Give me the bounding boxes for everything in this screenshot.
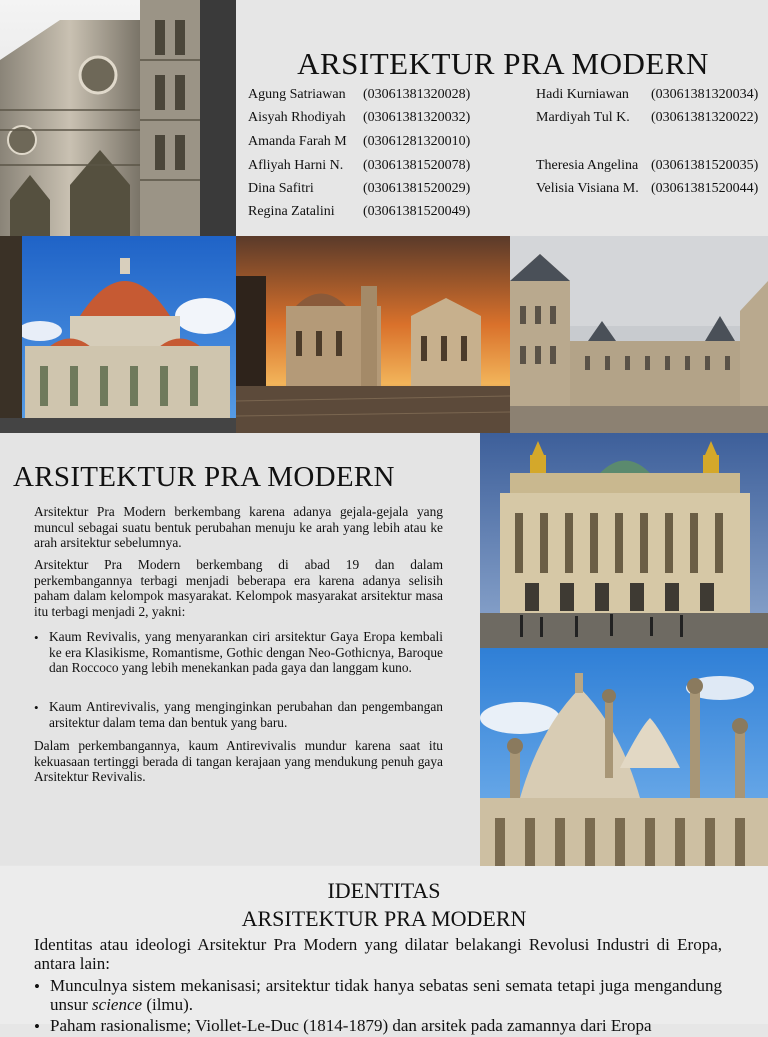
- section-heading: IDENTITAS: [327, 878, 441, 903]
- section-subheading: ARSITEKTUR PRA MODERN: [241, 906, 527, 931]
- member-id: (03061381520035): [651, 158, 759, 173]
- member-name: Hadi Kurniawan: [536, 87, 629, 102]
- paragraph: Identitas atau ideologi Arsitektur Pra Modern yang dilatar belakangi Revolusi Industri di Eropa, antara lain:: [34, 935, 722, 973]
- member-name: Amanda Farah M: [248, 134, 347, 149]
- member-id: (03061381320034): [651, 87, 759, 102]
- member-id: (03061381320032): [363, 110, 471, 125]
- member-name: Regina Zatalini: [248, 204, 335, 219]
- bullet-marker: •: [34, 977, 40, 996]
- member-name: Afliyah Harni N.: [248, 158, 344, 173]
- member-id: (03061381520049): [363, 204, 471, 219]
- text-panel: [0, 433, 480, 865]
- cathedral-facade-photo: [0, 0, 236, 236]
- member-id: (03061381520078): [363, 158, 471, 173]
- bullet-text-italic: science: [92, 994, 143, 1014]
- bullet-item: Paham rasionalisme; Viollet-Le-Duc (1814-1879) dan arsitek pada zamannya dari Eropa: [50, 1016, 652, 1035]
- royal-pavilion-photo: [480, 648, 768, 866]
- member-id: (03061281320010): [363, 134, 471, 149]
- member-name: Theresia Angelina: [536, 158, 639, 173]
- member-id: (03061381320022): [651, 110, 759, 125]
- member-name: Velisia Visiana M.: [536, 181, 639, 196]
- bullet-text: (ilmu).: [142, 994, 194, 1014]
- opera-house-photo: [480, 433, 768, 648]
- member-name: Dina Safitri: [248, 181, 314, 196]
- bullet-item: [50, 977, 722, 1014]
- page-title: ARSITEKTUR PRA MODERN: [297, 46, 709, 81]
- paragraph: Arsitektur Pra Modern berkembang karena adanya gejala-gejala yang muncul sebagai suatu bentuk perubahan menuju ke arah yang lebih atau ke arah arsitektur sebelumnya.: [34, 504, 443, 551]
- member-id: (03061381520029): [363, 181, 471, 196]
- palace-courtyard-photo: [510, 236, 768, 433]
- paragraph: Dalam perkembangannya, kaum Antirevivalis mundur karena saat itu kekuasaan tertinggi berada di tangan kerajaan yang mendukung penuh gaya Arsitektur Revivalis.: [34, 738, 443, 785]
- member-id: (03061381520044): [651, 181, 759, 196]
- member-name: Mardiyah Tul K.: [536, 110, 630, 125]
- member-name: Aisyah Rhodiyah: [248, 110, 346, 125]
- member-id: (03061381320028): [363, 87, 471, 102]
- bullet-item: Kaum Antirevivalis, yang menginginkan perubahan dan pengembangan arsitektur dalam tema dan bentuk yang baru.: [49, 699, 443, 730]
- identity-panel: [0, 866, 768, 1036]
- paragraph: Arsitektur Pra Modern berkembang di abad 19 dan dalam perkembangannya terbagi menjadi beberapa era karena adanya selisih paham dalam kelompok masyarakat. Kelompok masyarakat arsitektur masa itu terbagi menjadi 2, yakni:: [34, 557, 443, 619]
- bullet-text: Munculnya sistem mekanisasi; arsitektur tidak hanya sebatas seni semata tetapi juga mengandung unsur: [50, 976, 722, 1014]
- section-title: ARSITEKTUR PRA MODERN: [13, 461, 395, 493]
- bullet-marker: •: [34, 700, 39, 715]
- sunset-cathedral-photo: [236, 236, 510, 433]
- bullet-marker: •: [34, 1017, 40, 1036]
- bullet-item: Kaum Revivalis, yang menyarankan ciri arsitektur Gaya Eropa kembali ke era Klasikisme, Romantisme, Gothic dengan Neo-Gothicnya, Baroque dan Roccoco yang lebih menekankan pada gaya dan langgam kuno.: [49, 629, 443, 676]
- bullet-marker: •: [34, 630, 39, 645]
- member-name: Agung Satriawan: [248, 87, 346, 102]
- florence-dome-photo: [0, 236, 236, 433]
